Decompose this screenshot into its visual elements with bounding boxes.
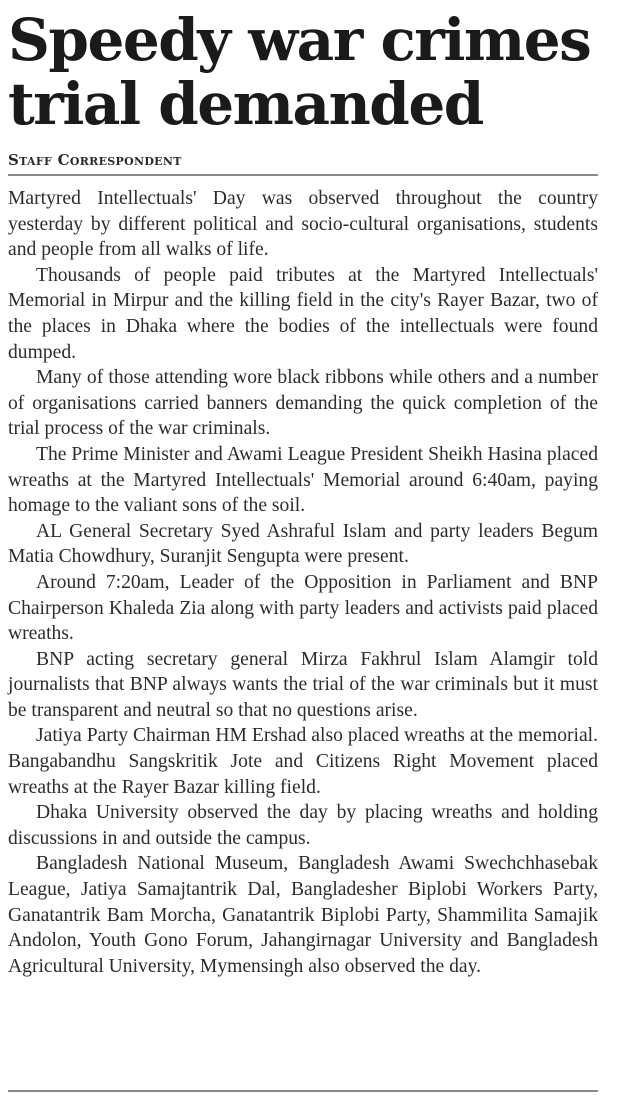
paragraph: The Prime Minister and Awami League President Sheikh Hasina placed wreaths at the Martyred Intellectuals' Memorial around 6:40am, paying homage to the valiant sons of the soil. bbox=[8, 443, 598, 517]
paragraph: BNP acting secretary general Mirza Fakhrul Islam Alamgir told journalists that BNP always wants the trial of the war criminals but it must be transparent and neutral so that no questions arise. bbox=[8, 648, 598, 721]
article-body bbox=[8, 186, 598, 979]
news-article bbox=[8, 0, 598, 979]
paragraph: Dhaka University observed the day by placing wreaths and holding discussions in and outside the campus. bbox=[8, 802, 598, 849]
headline: Speedy war crimes trial demanded bbox=[8, 6, 591, 138]
paragraph: Martyred Intellectuals' Day was observed throughout the country yesterday by different political and socio-cultural organisations, students and people from all walks of life. bbox=[8, 188, 598, 261]
byline: Staff Correspondent bbox=[8, 150, 598, 176]
paragraph: AL General Secretary Syed Ashraful Islam and party leaders Begum Matia Chowdhury, Suranjit Sengupta were present. bbox=[8, 520, 598, 568]
paragraph: Around 7:20am, Leader of the Opposition in Parliament and BNP Chairperson Khaleda Zia along with party leaders and activists paid placed wreaths. bbox=[8, 571, 598, 645]
paragraph: Many of those attending wore black ribbons while others and a number of organisations carried banners demanding the quick completion of the trial process of the war criminals. bbox=[8, 367, 598, 440]
bottom-divider bbox=[8, 1090, 598, 1092]
paragraph: Jatiya Party Chairman HM Ershad also placed wreaths at the memorial. Bangabandhu Sangskritik Jote and Citizens Right Movement placed wreaths at the Rayer Bazar killing field. bbox=[8, 725, 598, 798]
paragraph: Bangladesh National Museum, Bangladesh Awami Swechchhasebak League, Jatiya Samajtantrik Dal, Bangladesher Biplobi Workers Party, Ganatantrik Bam Morcha, Ganatantrik Biplobi Party, Shammilita Samajik Andolon, Youth Gono Forum, Jahangirnagar University and Bangladesh Agricultural University, Mymensingh also observed the day. bbox=[8, 853, 598, 977]
paragraph: Thousands of people paid tributes at the Martyred Intellectuals' Memorial in Mirpur and the killing field in the city's Rayer Bazar, two of the places in Dhaka where the bodies of the intellectuals were found dumped. bbox=[8, 264, 598, 363]
